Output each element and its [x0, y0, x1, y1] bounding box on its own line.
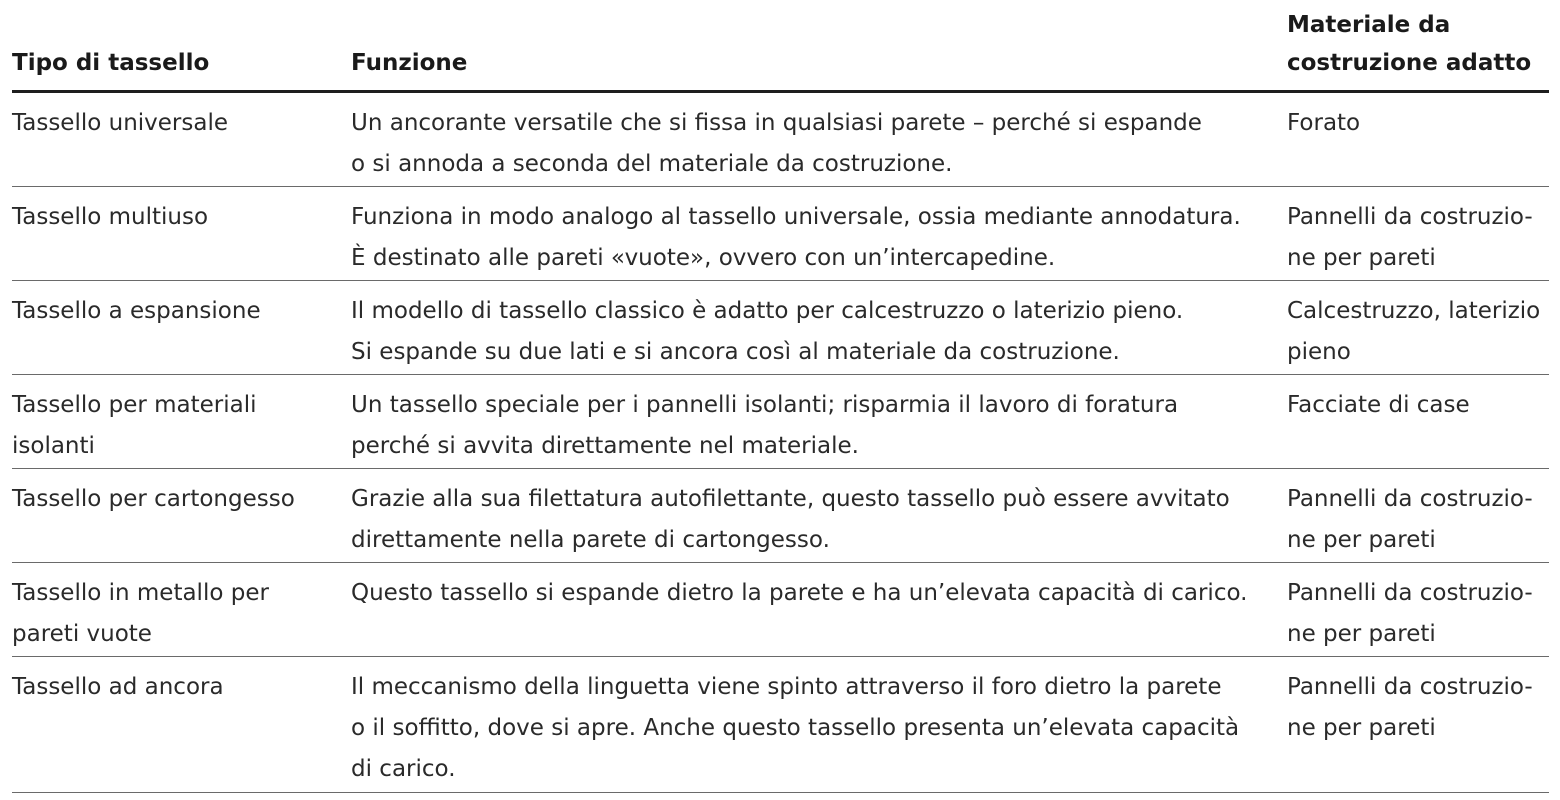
cell-material: Pannelli da costruzio- ne per pareti	[1287, 486, 1533, 553]
cell-material: Pannelli da costruzio- ne per pareti	[1287, 204, 1533, 271]
table-header	[12, 0, 1549, 93]
anchor-types-table	[12, 0, 1549, 793]
cell-function: Questo tassello si espande dietro la parete e ha un’elevata capacità di carico.	[351, 580, 1248, 606]
table-row	[12, 281, 1549, 375]
header-function: Funzione	[351, 50, 468, 76]
table-row	[12, 187, 1549, 281]
cell-material: Pannelli da costruzio- ne per pareti	[1287, 674, 1533, 741]
header-type: Tipo di tassello	[12, 50, 210, 76]
cell-function: Un tassello speciale per i pannelli isolanti; risparmia il lavoro di foratura perché si avvita direttamente nel materiale.	[351, 392, 1179, 459]
cell-function: Un ancorante versatile che si fissa in qualsiasi parete – perché si espande o si annoda a seconda del materiale da costruzione.	[351, 110, 1202, 177]
cell-type: Tassello in metallo per pareti vuote	[12, 580, 269, 647]
cell-material: Calcestruzzo, laterizio pieno	[1287, 298, 1541, 365]
cell-type: Tassello multiuso	[12, 204, 209, 230]
cell-function: Funziona in modo analogo al tassello universale, ossia mediante annodatura. È destinato alle pareti «vuote», ovvero con un’intercapedine.	[351, 204, 1241, 271]
cell-material: Facciate di case	[1287, 392, 1470, 418]
table-row	[12, 469, 1549, 563]
cell-function: Il modello di tassello classico è adatto per calcestruzzo o laterizio pieno. Si espande su due lati e si ancora così al materiale da costruzione.	[351, 298, 1184, 365]
cell-function: Grazie alla sua filettatura autofilettante, questo tassello può essere avvitato direttamente nella parete di cartongesso.	[351, 486, 1230, 553]
cell-material: Forato	[1287, 110, 1361, 136]
table-row	[12, 93, 1549, 187]
cell-type: Tassello per materiali isolanti	[12, 392, 257, 459]
cell-type: Tassello universale	[12, 110, 228, 136]
table-row	[12, 657, 1549, 793]
cell-type: Tassello ad ancora	[12, 674, 224, 700]
cell-function: Il meccanismo della linguetta viene spinto attraverso il foro dietro la parete o il soffitto, dove si apre. Anche questo tassello presenta un’elevata capacità di carico.	[351, 674, 1240, 782]
table-row	[12, 563, 1549, 657]
cell-type: Tassello per cartongesso	[12, 486, 295, 512]
table-row	[12, 375, 1549, 469]
header-material: Materiale da costruzione adatto	[1287, 12, 1532, 76]
cell-material: Pannelli da costruzio- ne per pareti	[1287, 580, 1533, 647]
cell-type: Tassello a espansione	[12, 298, 261, 324]
